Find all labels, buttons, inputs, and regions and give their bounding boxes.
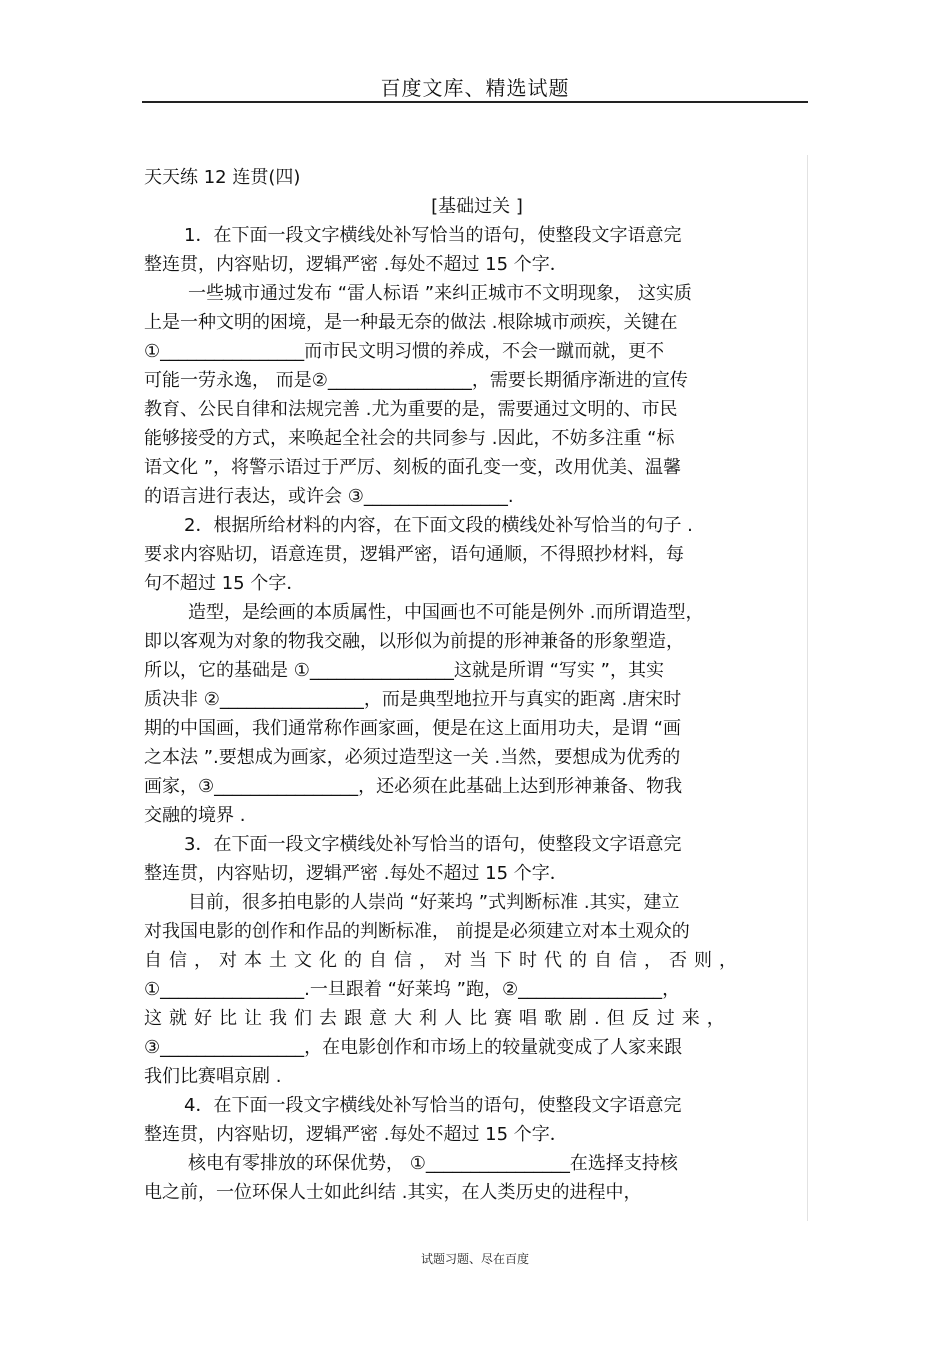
- passage-line: 期的中国画，我们通常称作画家画，便是在这上面用功夫，是谓 “画: [144, 718, 682, 739]
- passage-line: ①________________.一旦跟着 “好莱坞 ”跑，②________________，: [144, 979, 681, 1000]
- page-footer: 试题习题、尽在百度: [420, 1252, 529, 1266]
- passage-line: 这就好比让我们去跟意大利人比赛唱歌剧.但反过来，: [144, 1008, 732, 1029]
- passage-line: 能够接受的方式，来唤起全社会的共同参与 .因此，不妨多注重 “标: [144, 428, 675, 449]
- question-2-line: 句不超过 15 个字．: [144, 573, 305, 594]
- passage-line: 之本法 ”.要想成为画家，必须过造型这一关 .当然，要想成为优秀的: [144, 747, 681, 768]
- passage-line: 我们比赛唱京剧 .: [144, 1066, 282, 1087]
- question-1-line: 整连贯，内容贴切，逻辑严密 .每处不超过 15 个字．: [144, 254, 568, 275]
- document-body: [144, 163, 810, 1207]
- doc-title: 天天练 12 连贯(四): [144, 167, 301, 188]
- passage-line: 所以，它的基础是 ①________________这就是所谓 “写实 ”，其实: [144, 660, 664, 681]
- passage-line: 目前，很多拍电影的人崇尚 “好莱坞 ”式判断标准 .其实，建立: [188, 892, 680, 913]
- question-2-line: 要求内容贴切，语意连贯，逻辑严密，语句通顺，不得照抄材料，每: [144, 544, 684, 565]
- passage-line: 电之前，一位环保人士如此纠结 .其实，在人类历史的进程中，: [144, 1182, 642, 1203]
- passage-line: 语文化 ”，将警示语过于严厉、刻板的面孔变一变，改用优美、温馨: [144, 457, 682, 478]
- passage-line: 教育、公民自律和法规完善 .尤为重要的是，需要通过文明的、市民: [144, 399, 678, 420]
- passage-line: 即以客观为对象的物我交融，以形似为前提的形神兼备的形象塑造，: [144, 631, 684, 652]
- passage-line: 画家，③________________，还必须在此基础上达到形神兼备、物我: [144, 776, 683, 797]
- question-4-line: 整连贯，内容贴切，逻辑严密 .每处不超过 15 个字．: [144, 1124, 568, 1145]
- passage-line: 对我国电影的创作和作品的判断标准， 前提是必须建立对本土观众的: [144, 921, 690, 942]
- passage-line: 交融的境界 .: [144, 805, 246, 826]
- question-3-line: 整连贯，内容贴切，逻辑严密 .每处不超过 15 个字．: [144, 863, 568, 884]
- question-4-line: 4．在下面一段文字横线处补写恰当的语句，使整段文字语意完: [184, 1095, 682, 1116]
- passage-line: 可能一劳永逸， 而是②________________，需要长期循序渐进的宣传: [144, 370, 688, 391]
- question-3-line: 3．在下面一段文字横线处补写恰当的语句，使整段文字语意完: [184, 834, 682, 855]
- question-2-line: 2．根据所给材料的内容，在下面文段的横线处补写恰当的句子 .: [184, 515, 693, 536]
- header-divider: [142, 101, 808, 103]
- passage-line: ③________________，在电影创作和市场上的较量就变成了人家来跟: [144, 1037, 683, 1058]
- passage-line: 一些城市通过发布 “雷人标语 ”来纠正城市不文明现象， 这实质: [188, 283, 692, 304]
- header-title: 百度文库、精选试题: [380, 76, 570, 100]
- passage-line: 的语言进行表达，或许会 ③________________.: [144, 486, 514, 507]
- passage-line: 自信，对本土文化的自信，对当下时代的自信，否则，: [144, 950, 744, 971]
- passage-line: ①________________而市民文明习惯的养成，不会一蹴而就，更不: [144, 341, 665, 362]
- section-heading: [基础过关 ]: [431, 196, 523, 217]
- passage-line: 核电有零排放的环保优势， ①________________在选择支持核: [188, 1153, 678, 1174]
- question-1-line: 1．在下面一段文字横线处补写恰当的语句，使整段文字语意完: [184, 225, 682, 246]
- passage-line: 上是一种文明的困境，是一种最无奈的做法 .根除城市顽疾，关键在: [144, 312, 678, 333]
- passage-line: 质决非 ②________________，而是典型地拉开与真实的距离 .唐宋时: [144, 689, 682, 710]
- passage-line: 造型，是绘画的本质属性，中国画也不可能是例外 .而所谓造型，: [188, 602, 704, 623]
